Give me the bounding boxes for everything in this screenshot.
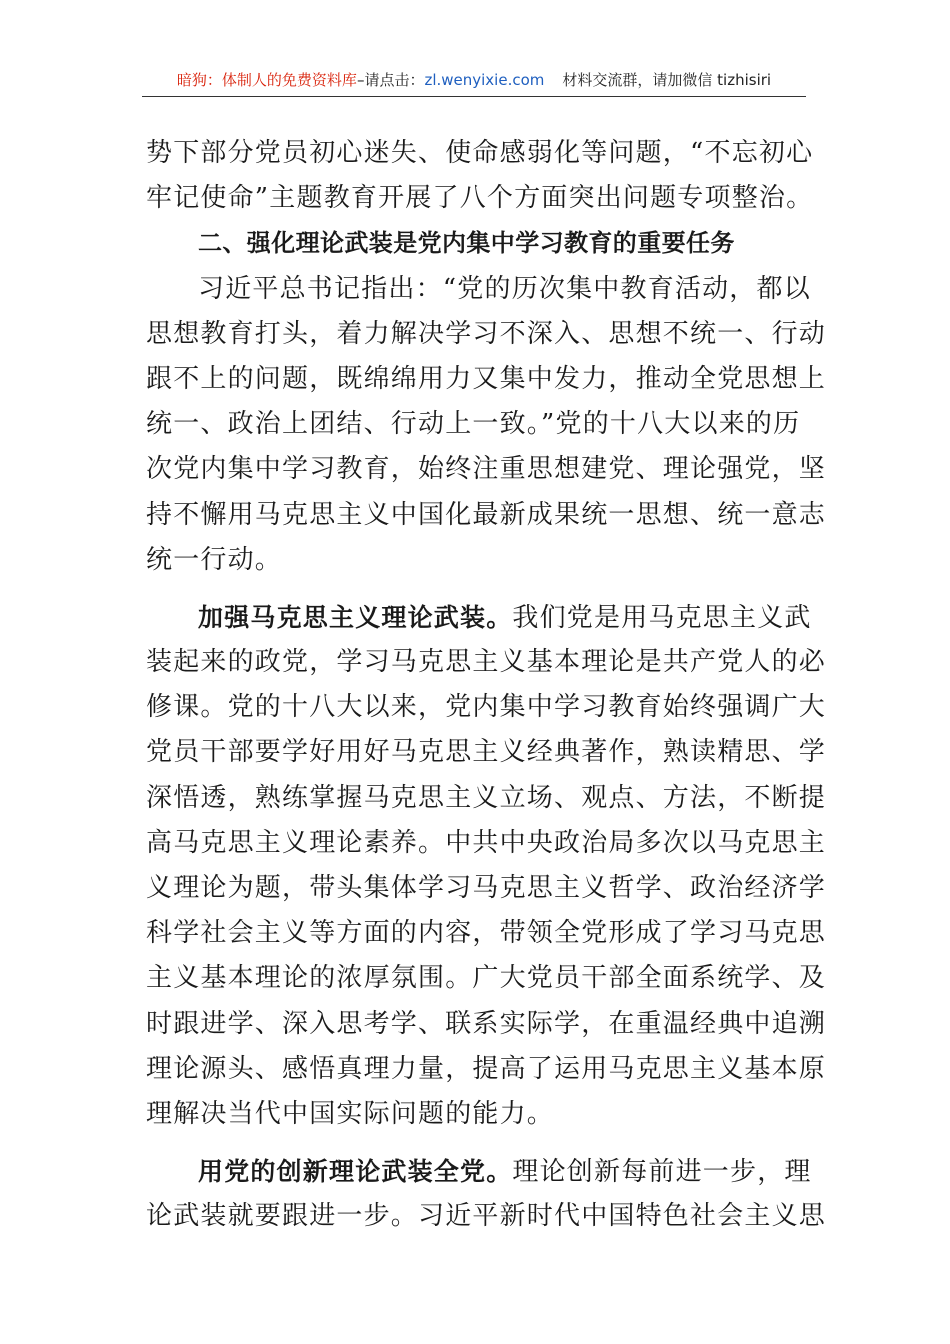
text-line: 习近平总书记指出：“党的历次集中教育活动，都以: [198, 273, 811, 304]
text-line: 理论源头、感悟真理力量，提高了运用马克思主义基本原: [146, 1053, 827, 1084]
text-line: 装起来的政党，学习马克思主义基本理论是共产党人的必: [146, 647, 827, 678]
text-span: 理论创新每前进一步，理: [512, 1157, 812, 1188]
text-line: 理解决当代中国实际问题的能力。: [146, 1098, 555, 1129]
text-line: 思想教育打头，着力解决学习不深入、思想不统一、行动: [146, 318, 827, 349]
paragraph-lead: 加强马克思主义理论武装。: [198, 602, 513, 632]
paragraph-2: [146, 595, 827, 1137]
text-line: 党员干部要学好用好马克思主义经典著作，熟读精思、学: [146, 737, 827, 768]
text-line: 科学社会主义等方面的内容，带领全党形成了学习马克思: [146, 918, 827, 949]
paragraph-0: [146, 131, 814, 221]
text-span: 我们党是用马克思主义武: [512, 602, 812, 633]
document-body: [146, 131, 827, 1240]
text-line: 深悟透，熟练掌握马克思主义立场、观点、方法，不断提: [146, 782, 827, 813]
text-line: 统一、政治上团结、行动上一致。”党的十八大以来的历: [146, 409, 801, 440]
header-click-prefix: –请点击：: [356, 71, 425, 89]
text-line: [146, 1149, 812, 1194]
text-line: 牢记使命”主题教育开展了八个方面突出问题专项整治。: [146, 183, 814, 214]
text-line: 次党内集中学习教育，始终注重思想建党、理论强党，坚: [146, 454, 827, 485]
page-header: [142, 66, 806, 97]
section-heading: 二、强化理论武装是党内集中学习教育的重要任务: [198, 229, 735, 258]
header-contact: 材料交流群，请加微信 tizhisiri: [562, 71, 772, 89]
header-link[interactable]: zl.wenyixie.com: [424, 71, 545, 89]
text-line: 跟不上的问题，既绵绵用力又集中发力，推动全党思想上: [146, 363, 827, 394]
text-line: 时跟进学、深入思考学、联系实际学，在重温经典中追溯: [146, 1008, 827, 1039]
text-line: 势下部分党员初心迷失、使命感弱化等问题，“不忘初心: [146, 138, 814, 168]
text-line: 持不懈用马克思主义中国化最新成果统一思想、统一意志: [146, 499, 827, 530]
text-line: 统一行动。: [146, 544, 283, 575]
paragraph-1: [146, 267, 827, 583]
text-line: [146, 595, 812, 640]
text-line: 义理论为题，带头集体学习马克思主义哲学、政治经济学: [146, 873, 827, 903]
text-line: 修课。党的十八大以来，党内集中学习教育始终强调广大: [146, 692, 827, 723]
paragraph-lead: 用党的创新理论武装全党。: [198, 1157, 513, 1187]
text-line: 论武装就要跟进一步。习近平新时代中国特色社会主义思: [146, 1201, 827, 1232]
text-line: 主义基本理论的浓厚氛围。广大党员干部全面系统学、及: [146, 963, 827, 994]
header-brand: 暗狗：体制人的免费资料库: [176, 71, 357, 89]
paragraph-3: [146, 1149, 827, 1239]
text-line: 高马克思主义理论素养。中共中央政治局多次以马克思主: [146, 827, 827, 858]
